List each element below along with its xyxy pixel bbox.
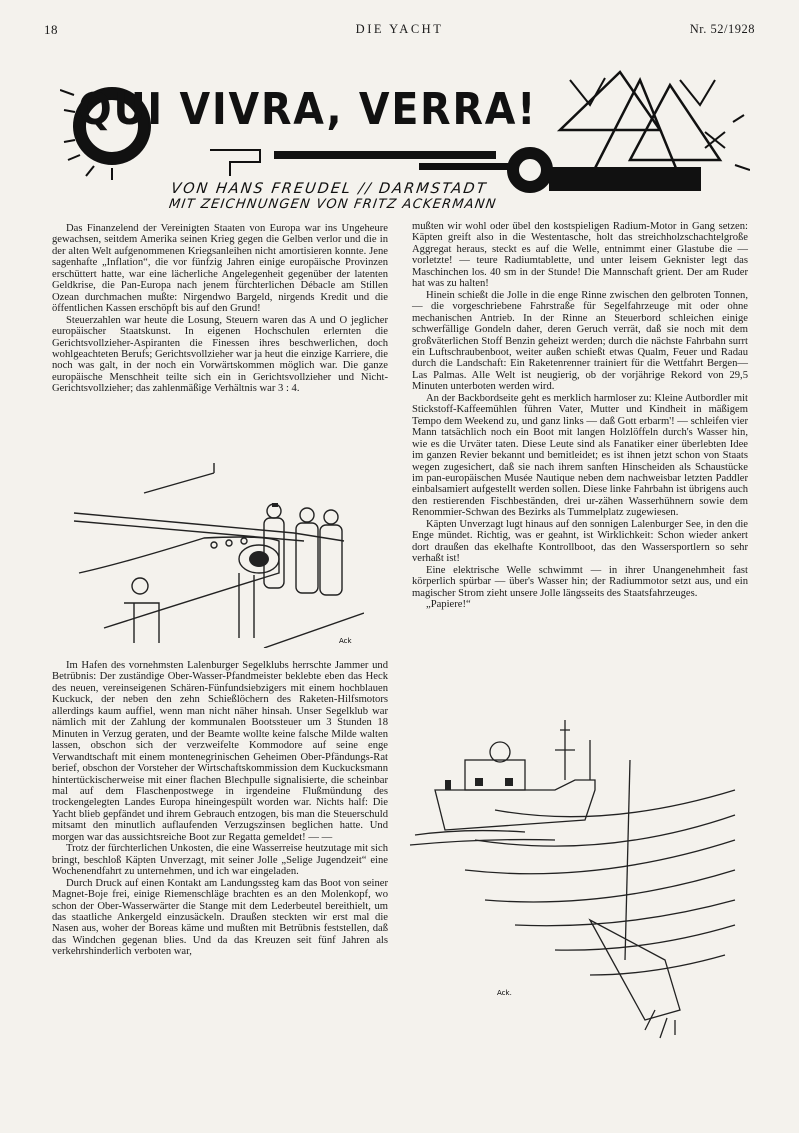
left-column-top bbox=[52, 223, 388, 395]
byline bbox=[168, 182, 500, 212]
article-title: QUI VIVRA, VERRA! bbox=[78, 84, 538, 135]
page-number: 18 bbox=[44, 22, 58, 37]
control-boat-illustration bbox=[405, 720, 750, 1040]
paragraph: Durch Druck auf einen Kontakt am Landungssteg kam das Boot von seiner Magnet-Boje frei, einige Riemenschläge brachten es an den Molenkopf, wo schon der Ober-Wasserwärter die Stange mit dem Lederbeutel bereithielt, um das staatliche Ankergeld einzusäckeln. Draußen steckten wir erst mal die Nasen aus, woher der Boreas käme und mußten mit Betrübnis feststellen, daß das Windchen gegenan blies. Und da das Kreuzen seit fünf Jahren als verkehrshinderlich verboten war, bbox=[52, 877, 388, 958]
paragraph: Steuerzahlen war heute die Losung, Steuern waren das A und O jeglicher europäischer Staatskunst. In eigenen Hochschulen erlernten die Gerichtsvollzieher-Aspiranten die Finessen ihres beschwerlichen, doch wohlgeachteten Berufs; Gerichtsvollzieher war ja heut die einzige Karriere, die noch was galt, in der noch ein Vorwärtskommen möglich war. Die ganze europäische Menschheit teilte sich ein in Gerichtsvollzieher und Nicht-Gerichtsvollzieher; das zahlenmäßige Verhältnis war 3 : 4. bbox=[52, 314, 388, 395]
paragraph: Käpten Unverzagt lugt hinaus auf den sonnigen Lalenburger See, in den die Enge mündet. Richtig, was er geahnt, ist Wirklichkeit: Schon wieder ankert dort draußen das ekelhafte Kontrollboot, das den Wassersportlern so sehr verhaßt ist! bbox=[412, 518, 748, 565]
paragraph: mußten wir wohl oder übel den kostspieligen Radium-Motor in Gang setzen: Käpten greift also in die Westentasche, holt das streichholzschachtelgroße Aggregat heraus, steckt es auf die Welle, entnimmt einer Glastube die — vorletzte! — teure Radiumtablette, und unter leisem Geknister legt das Maschinchen los. 40 sm in der Stunde! Die Mannschaft grient. Der am Ruder hat was zu halten! bbox=[412, 221, 748, 290]
paragraph: An der Backbordseite geht es merklich harmloser zu: Kleine Autbordler mit Stickstoff-Kaffeemühlen führen Vater, Mutter und Kindheit in mäßigem Tempo dem Weekend zu, und ganz links — daß Gott erbarm'! — schleifen vier Mann tatsächlich noch ein Boot mit langen Holzlöffeln durch's Wasser hin, wie es die Urväter taten. Diese Leute sind als Fanatiker einer überlebten Idee im ganzen Revier bekannt und bemitleidet; es ist ihnen jetzt schon von Staats wegen zugesichert, daß sie nach ihrem sanften Hinscheiden als Schaustücke im pan-europäischen Musée Nautique neben dem nachweisbar letzten Paddler einbalsamiert aufgestellt werden sollen. Diese linke Fahrbahn ist übrigens auch den restierenden Fischbeständen, drei ur-zähen Wasserhühnern sowie dem Renommier-Schwan des Bezirks als Tummelplatz zugewiesen. bbox=[412, 392, 748, 519]
paragraph: Hinein schießt die Jolle in die enge Rinne zwischen den gelbroten Tonnen, — die vorgeschriebene Fahrstraße für Segelfahrzeuge mit oder ohne mechanischen Antrieb. In der Rinne an Steuerbord schleichen einige schwerfällige Gondeln daher, deren Geruch verrät, daß sie noch mit dem großväterlichen Stoff Benzin geheizt werden; durch die nächste Fahrbahn surrt ein Luftschraubenboot, weiter außen schießt etwas Qualm, Feuer und Radau durch die Landschaft: Ein Raketenrenner trainiert für die Wettfahrt Bergen—Las Palmas. Alle Welt ist neugierig, ob der vorjährige Rekord von 29,5 Minuten unterboten werden wird. bbox=[412, 289, 748, 393]
harbor-officials-illustration bbox=[64, 463, 364, 648]
byline-illustrator: MIT ZEICHNUNGEN VON FRITZ ACKERMANN bbox=[167, 197, 498, 212]
right-column bbox=[412, 221, 748, 610]
left-column-bottom bbox=[52, 660, 388, 958]
issue-number: Nr. 52/1928 bbox=[689, 22, 755, 36]
illustration-signature: Ack bbox=[339, 637, 352, 645]
paragraph: Im Hafen des vornehmsten Lalenburger Segelklubs herrschte Jammer und Betrübnis: Der zuständige Ober-Wasser-Pfandmeister beklebte eben das Heck des neuen, vereinseigenen Schären-Fünfundsiebzigers mit einem hochblauen Kuckuck, der neben den zehn Schießlöchern des Raketen-Hilfsmotors allerdings kaum auffiel, wenn man nicht näher hinsah. Unser Segelklub war nämlich mit der Zahlung der kommunalen Bootssteuer um 3 Stunden 18 Minuten in Verzug geraten, und der Beamte wollte keine falsche Milde walten lassen, obschon sich der verzweifelte Kommodore auf seine enge Verwandtschaft mit einem montenegrinischen Geheimen Ober-Pfändungs-Rat berief, obschon der Vorsteher der Wirtschaftskommission dem Kuckucksmann hintertückischerweise mit einer flachen Blechpulle signalisierte, die scheinbar mal auf dem Flaschenpostwege in irgendeine Flußmündung des trockengelegten Landes Europa hineingespült worden war. Nichts half: Die Yacht blieb gepfändet und ihrem Gebrauch entzogen, bis man die Steuerschuld mitsamt den minutlich auflaufenden Verzugszinsen beglichen hatte. Und morgen war das aussichtsreiche Boot zur Regatta gemeldet! — — bbox=[52, 660, 388, 843]
paragraph: „Papiere!“ bbox=[426, 598, 471, 610]
magazine-name: DIE YACHT bbox=[355, 22, 444, 36]
paragraph: Trotz der fürchterlichen Unkosten, die eine Wasserreise heutzutage mit sich bringt, beschloß Käpten Unverzagt, mit seiner Jolle „Selige Jugendzeit“ eine Wochenendfahrt zu unternehmen, und ich war eingeladen. bbox=[52, 843, 388, 878]
paragraph: Eine elektrische Welle schwimmt — in ihrer Unangenehmheit fast körperlich spürbar — über's Wasser hin; der Radiummotor setzt aus, und ein magischer Strom zieht unsere Jolle längsseits des Staatsfahrzeuges. bbox=[412, 564, 748, 599]
paragraph: Das Finanzelend der Vereinigten Staaten von Europa war ins Ungeheure gewachsen, seitdem Amerika seinen Krieg gegen die Gelben verlor und die in der alten Welt aufgenommenen Kriegsanleihen nicht amortisieren konnte. Jene sagenhafte „Inflation“, die vor fünfzig Jahren einige europäische Provinzen erschüttert hatte, war eine lächerliche Angelegenheit gegenüber der latenten Geldkrise, die Pan-Europa nach jenem fürchterlichen Débacle am Stillen Ozean durchmachen mußte: Nirgendwo Bargeld, nirgends Kredit und die öffentlichen Kassen erschöpft bis auf den Grund! bbox=[52, 223, 388, 315]
illustration-signature: Ack. bbox=[497, 989, 512, 997]
byline-author: VON HANS FREUDEL // DARMSTADT bbox=[170, 181, 489, 197]
